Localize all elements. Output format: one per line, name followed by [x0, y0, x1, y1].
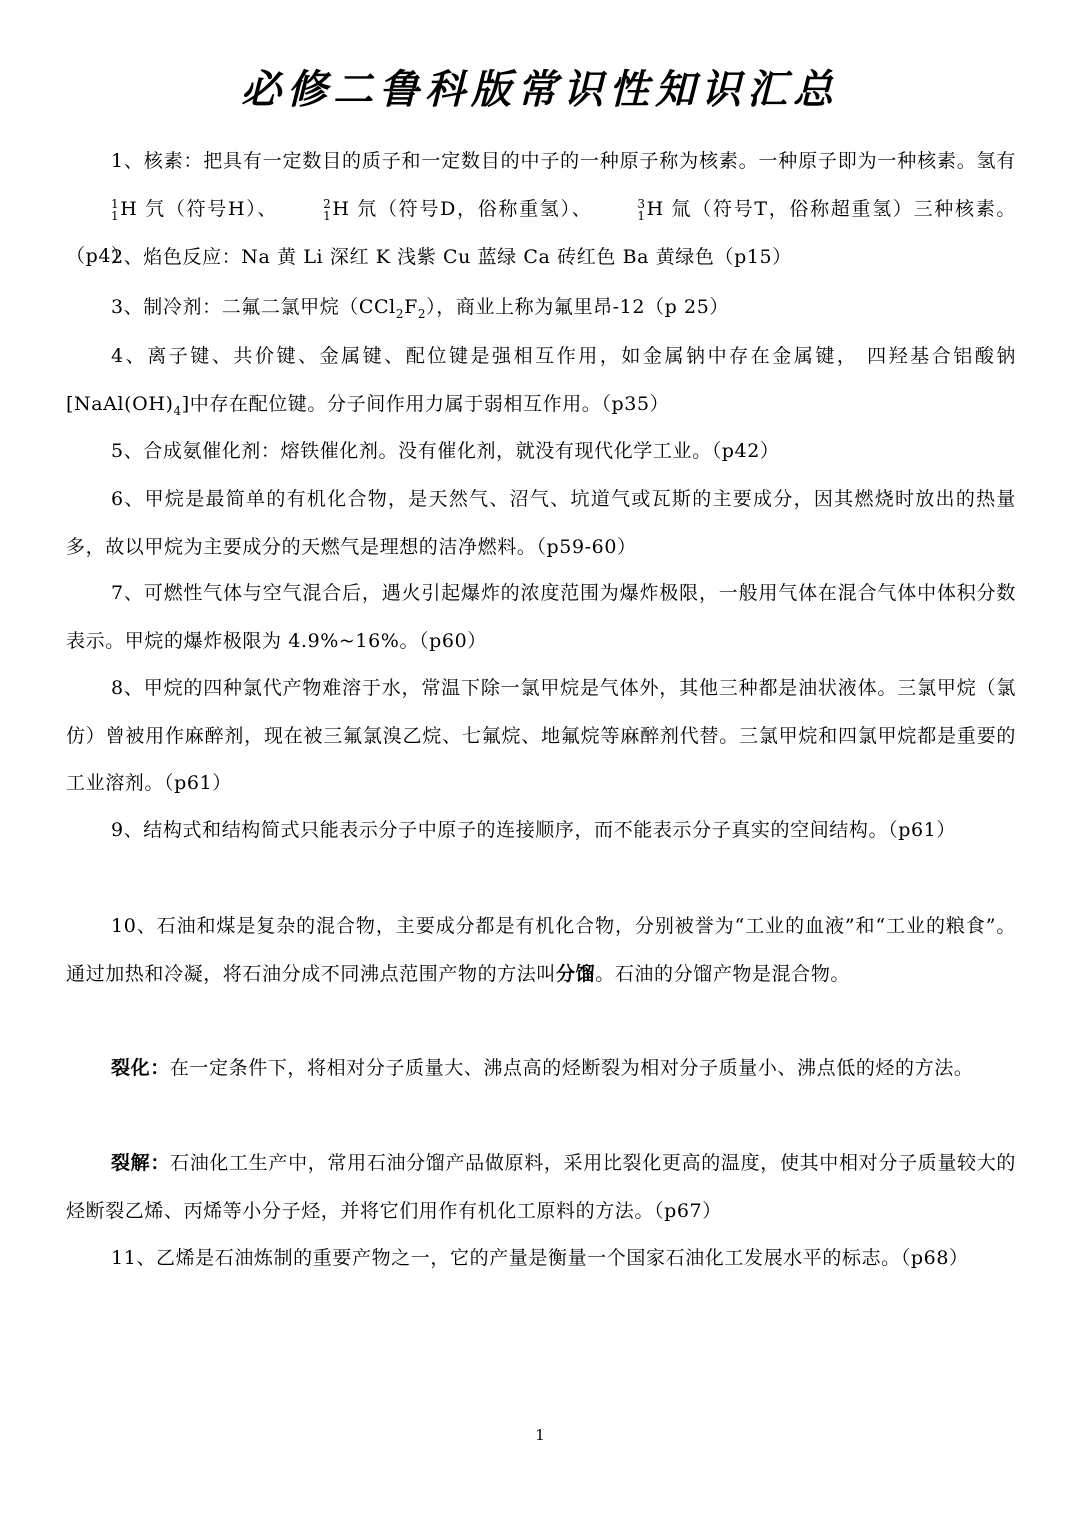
paragraph-1-text-a: 1、核素：把具有一定数目的质子和一定数目的中子的一种原子称为核素。一种原子即为一种核素。氢有 [111, 150, 1016, 172]
paragraph-3-text-b: F [404, 296, 418, 318]
paragraph-cracking [66, 1045, 1016, 1093]
paragraph-7: 7、可燃性气体与空气混合后，遇火引起爆炸的浓度范围为爆炸极限，一般用气体在混合气体中体积分数表示。甲烷的爆炸极限为 4.9%~16%。（p60） [66, 582, 1016, 652]
isotope-h1-number: 1 [111, 208, 120, 223]
paragraph-10-text-a: 10、石油和煤是复杂的混合物，主要成分都是有机化合物，分别被誉为“工业的血液”和“工业的粮食”。通过加热和冷凝，将石油分成不同沸点范围产物的方法叫 [66, 915, 1016, 985]
paragraph-10 [66, 903, 1016, 998]
paragraph-11: 11、乙烯是石油炼制的重要产物之一，它的产量是衡量一个国家石油化工发展水平的标志。（p68） [111, 1247, 969, 1269]
paragraph-5: 5、合成氨催化剂：熔铁催化剂。没有催化剂，就没有现代化学工业。（p42） [111, 440, 780, 462]
page-number: 1 [535, 1426, 545, 1444]
isotope-h3-mass: 3 [637, 196, 646, 211]
paragraph-9: 9、结构式和结构简式只能表示分子中原子的连接顺序，而不能表示分子真实的空间结构。（p61） [111, 819, 956, 841]
cracking-definition: 在一定条件下，将相对分子质量大、沸点高的烃断裂为相对分子质量小、沸点低的烃的方法。 [169, 1057, 974, 1079]
subscript-f2: 2 [417, 306, 427, 321]
paragraph-10-text-b: 。石油的分馏产物是混合物。 [595, 962, 851, 985]
term-pyrolysis: 裂解： [111, 1152, 171, 1174]
paragraph-4-text-b: ]中存在配位键。分子间作用力属于弱相互作用。（p35） [181, 392, 670, 415]
isotope-h2 [278, 198, 331, 222]
paragraph-8: 8、甲烷的四种氯代产物难溶于水，常温下除一氯甲烷是气体外，其他三种都是油状液体。三氯甲烷（氯仿）曾被用作麻醉剂，现在被三氟氯溴乙烷、七氟烷、地氟烷等麻醉剂代替。三氯甲烷和四氯甲烷都是重要的工业溶剂。（p61） [66, 677, 1016, 794]
page-title: 必修二鲁科版常识性知识汇总 [241, 66, 839, 113]
paragraph-1-text-b: H 氕（符号H）、 [120, 197, 279, 220]
subscript-cl2: 2 [395, 306, 405, 321]
isotope-h1 [66, 198, 119, 222]
subscript-oh4: 4 [173, 403, 182, 418]
paragraph-2: 2、焰色反应：Na 黄 Li 深红 K 浅紫 Cu 蓝绿 Ca 砖红色 Ba 黄绿色（p15） [111, 246, 792, 268]
paragraph-3-text-c: ），商业上称为氟里昂-12（p 25） [426, 296, 730, 318]
isotope-h3 [592, 198, 645, 222]
paragraph-pyrolysis [66, 1140, 1016, 1235]
paragraph-3 [66, 284, 1016, 332]
paragraph-6: 6、甲烷是最简单的有机化合物，是天然气、沼气、坑道气或瓦斯的主要成分，因其燃烧时放出的热量多，故以甲烷为主要成分的天燃气是理想的洁净燃料。（p59-60） [66, 488, 1016, 558]
paragraph-1-text-d: H 氚（符号T，俗称超重氢）三种核素。（p4） [66, 197, 1016, 267]
pyrolysis-definition: 石油化工生产中，常用石油分馏产品做原料，采用比裂化更高的温度，使其中相对分子质量较大的烃断裂乙烯、丙烯等小分子烃，并将它们用作有机化工原料的方法。（p67） [66, 1152, 1016, 1222]
isotope-h1-mass: 1 [111, 196, 120, 211]
paragraph-1-text-c: H 氘（符号D，俗称重氢）、 [332, 197, 593, 220]
term-fractionation: 分馏 [556, 962, 596, 985]
isotope-h3-number: 1 [637, 208, 646, 223]
term-cracking: 裂化： [111, 1057, 170, 1079]
isotope-h2-mass: 2 [323, 196, 332, 211]
paragraph-3-text-a: 3、制冷剂：二氟二氯甲烷（CCl [111, 296, 396, 318]
paragraph-4 [66, 333, 1016, 428]
isotope-h2-number: 1 [323, 208, 332, 223]
paragraph-4-text-a: 4、离子键、共价键、金属键、配位键是强相互作用，如金属钠中存在金属键， 四羟基合铝酸钠[NaAl(OH) [66, 345, 1016, 415]
